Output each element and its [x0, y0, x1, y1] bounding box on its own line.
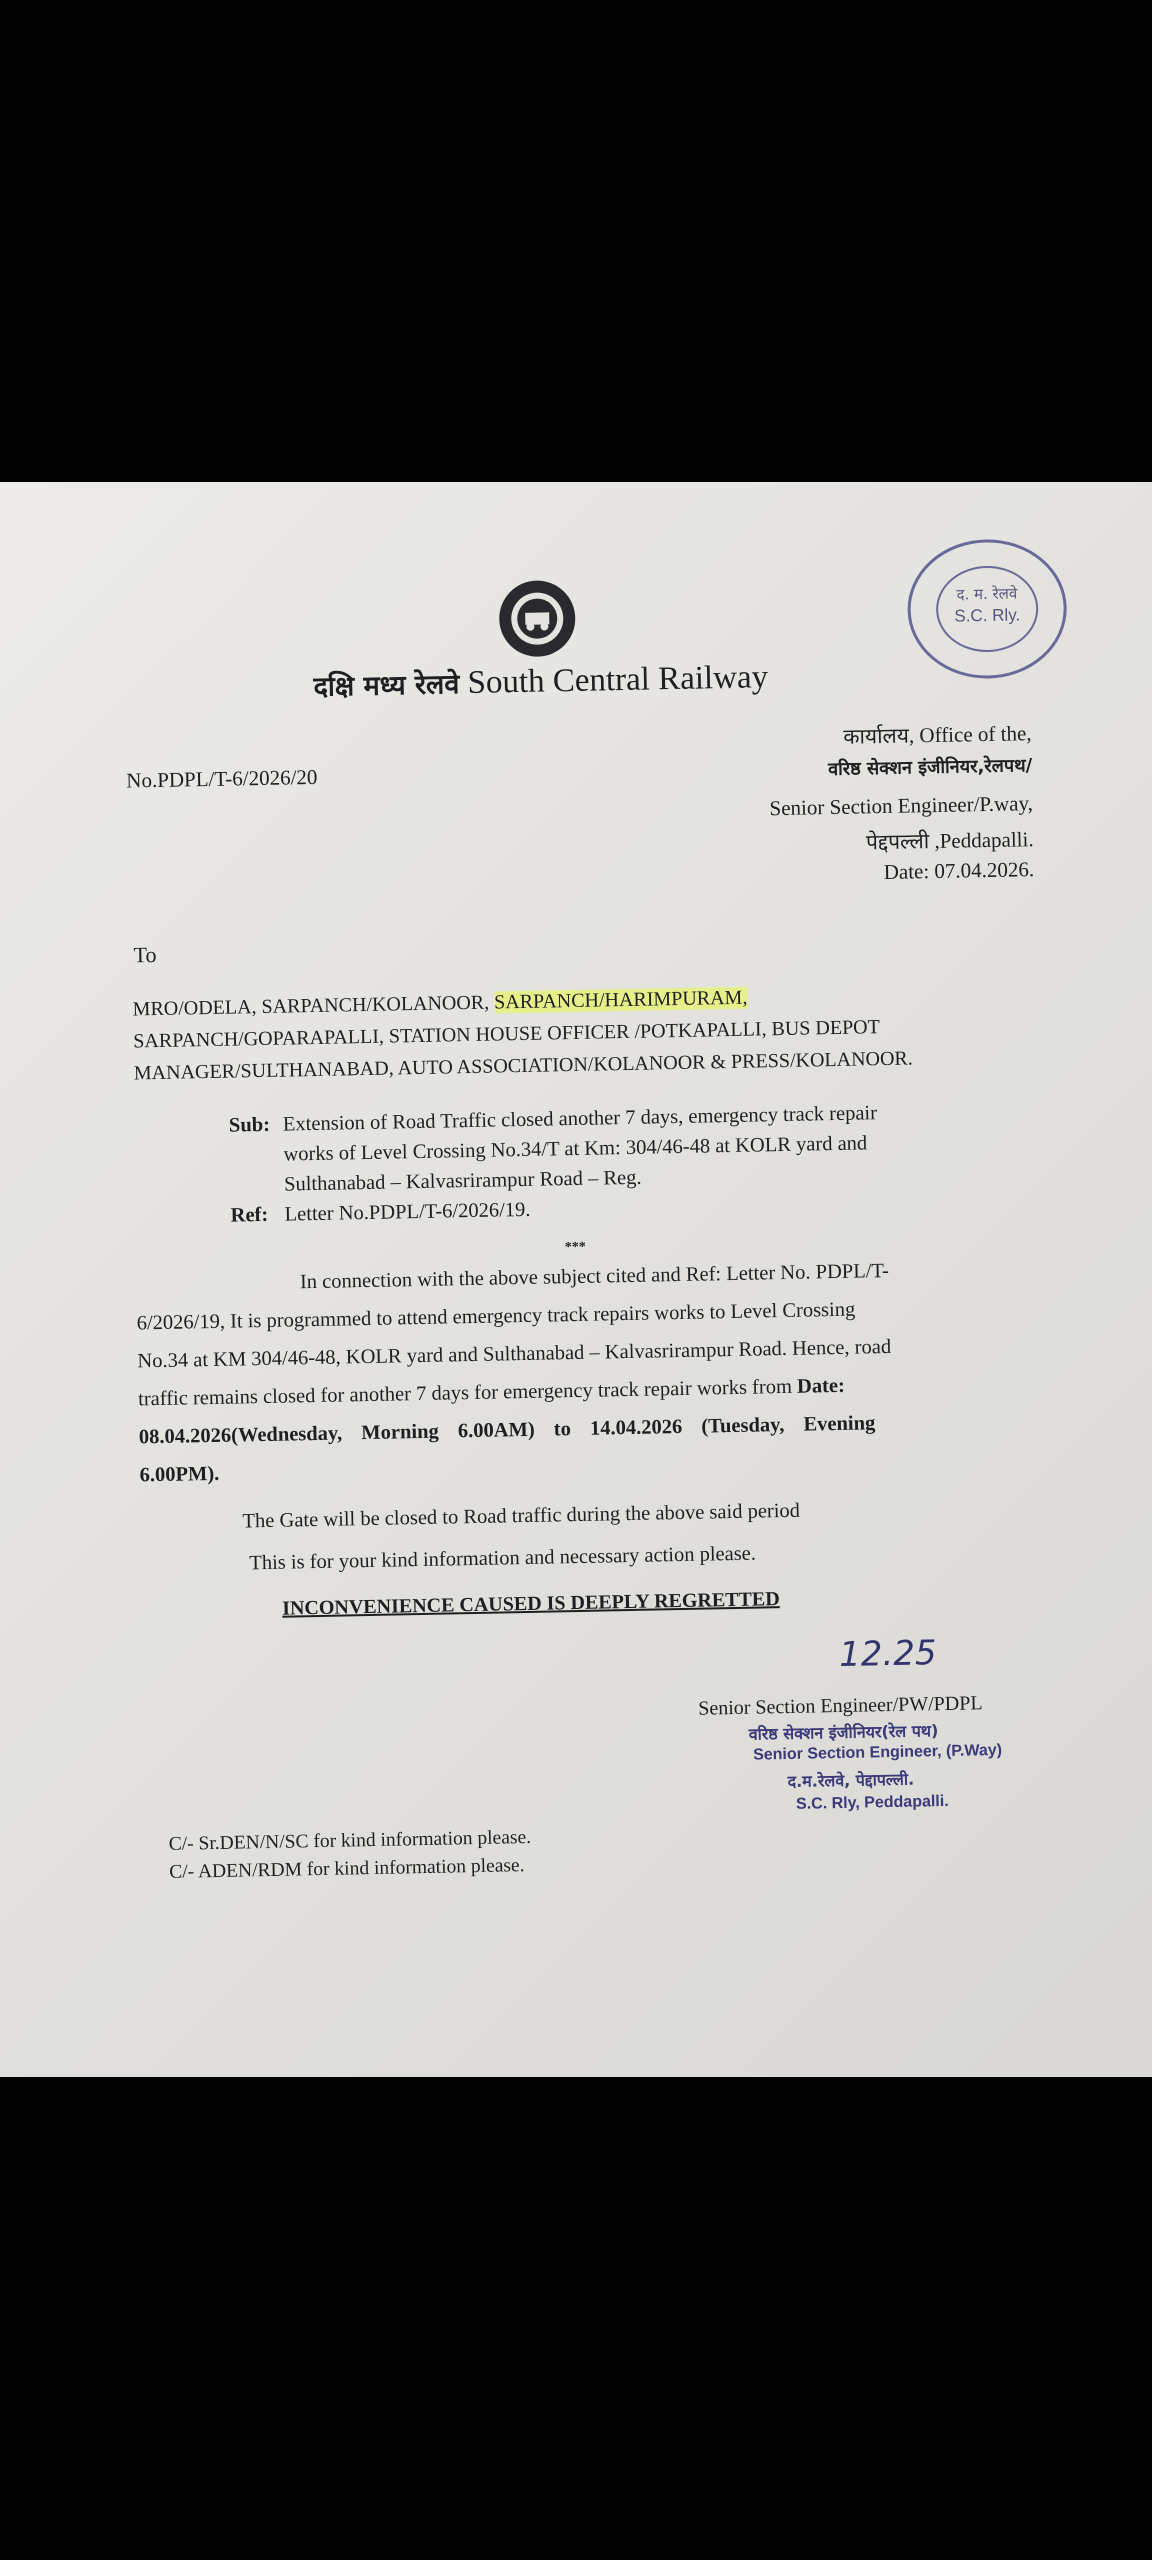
indian-railways-emblem-icon — [496, 578, 578, 660]
to-label: To — [133, 941, 157, 968]
letter-date: Date: 07.04.2026. — [883, 857, 1035, 885]
body-line-2: 6/2026/19, It is programmed to attend emergency track repairs works to Level Crossing — [136, 1298, 856, 1335]
reference-text: Letter No.PDPL/T-6/2026/19. — [284, 1198, 531, 1226]
copy-to-line-2: C/- ADEN/RDM for kind information please. — [169, 1855, 525, 1883]
body-line-1: In connection with the above subject cited and Ref: Letter No. PDPL/T- — [299, 1259, 890, 1294]
highlighted-addressee: SARPANCH/HARIMPURAM, — [493, 986, 748, 1014]
seal-line-3: द.म.रेलवे, पेद्दापल्ली. — [787, 1769, 915, 1792]
body-line-3: No.34 at KM 304/46-48, KOLR yard and Sulthanabad – Kalvasrirampur Road. Hence, road — [137, 1335, 892, 1373]
org-name-english: South Central Railway — [467, 659, 769, 701]
office-line-4: पेद्दपल्ली ,Peddapalli. — [865, 827, 1034, 855]
reference-label: Ref: — [230, 1203, 269, 1227]
office-line-1: कार्यालय, Office of the, — [843, 721, 1032, 749]
separator: *** — [564, 1239, 586, 1256]
subject-label: Sub: — [228, 1113, 271, 1137]
subject-line-1: Extension of Road Traffic closed another 7 days, emergency track repair — [282, 1102, 878, 1136]
regret-notice: INCONVENIENCE CAUSED IS DEEPLY REGRETTED — [282, 1588, 780, 1620]
information-note: This is for your kind information and necessary action please. — [249, 1542, 757, 1575]
seal-line-1: वरिष्ठ सेक्शन इंजीनियर(रेल पथ) — [748, 1721, 939, 1744]
stamp-text-english: S.C. Rly. — [954, 605, 1021, 626]
body-line-4-date-label: Date: — [796, 1374, 846, 1398]
seal-line-4: S.C. Rly, Peddapalli. — [795, 1792, 949, 1813]
office-line-2: वरिष्ठ सेक्शन इंजीनियर,रेलपथ/ — [827, 755, 1033, 781]
signatory-title: Senior Section Engineer/PW/PDPL — [698, 1692, 983, 1720]
closure-period: 08.04.2026(Wednesday, Morning 6.00AM) to 14.04.2026 (Tuesday, Evening — [138, 1412, 876, 1449]
closure-end-time: 6.00PM). — [139, 1462, 220, 1487]
seal-line-2: Senior Section Engineer, (P.Way) — [752, 1741, 1003, 1764]
organization-name — [313, 658, 768, 705]
subject-line-3: Sulthanabad – Kalvasrirampur Road – Reg. — [283, 1166, 642, 1196]
copy-to-line-1: C/- Sr.DEN/N/SC for kind information please. — [168, 1826, 532, 1855]
letter-paper — [0, 482, 1152, 2077]
org-name-hindi: दक्षि मध्य रेलवे — [313, 669, 460, 703]
subject-line-2: works of Level Crossing No.34/T at Km: 304/46-48 at KOLR yard and — [283, 1132, 868, 1166]
addressee-line-1 — [132, 987, 747, 1022]
office-line-3: Senior Section Engineer/P.way, — [769, 791, 1034, 821]
letter-content — [0, 482, 1152, 2077]
stamp-text-hindi: द. म. रेलवे — [956, 584, 1018, 604]
body-line-4-text: traffic remains closed for another 7 days for emergency track repair works from — [137, 1375, 798, 1411]
letter-reference-number: No.PDPL/T-6/2026/20 — [126, 764, 318, 793]
gate-closure-note: The Gate will be closed to Road traffic during the above said period — [242, 1499, 801, 1533]
addressee-line-3: MANAGER/SULTHANABAD, AUTO ASSOCIATION/KOLANOOR & PRESS/KOLANOOR. — [133, 1047, 913, 1085]
office-stamp-icon — [896, 527, 1079, 690]
addressee-line-1-text: MRO/ODELA, SARPANCH/KOLANOOR, — [132, 991, 495, 1021]
handwritten-initials: 12.25 — [838, 1633, 937, 1676]
addressee-line-2: SARPANCH/GOPARAPALLI, STATION HOUSE OFFICER /POTKAPALLI, BUS DEPOT — [133, 1016, 881, 1053]
body-line-4 — [138, 1375, 845, 1412]
